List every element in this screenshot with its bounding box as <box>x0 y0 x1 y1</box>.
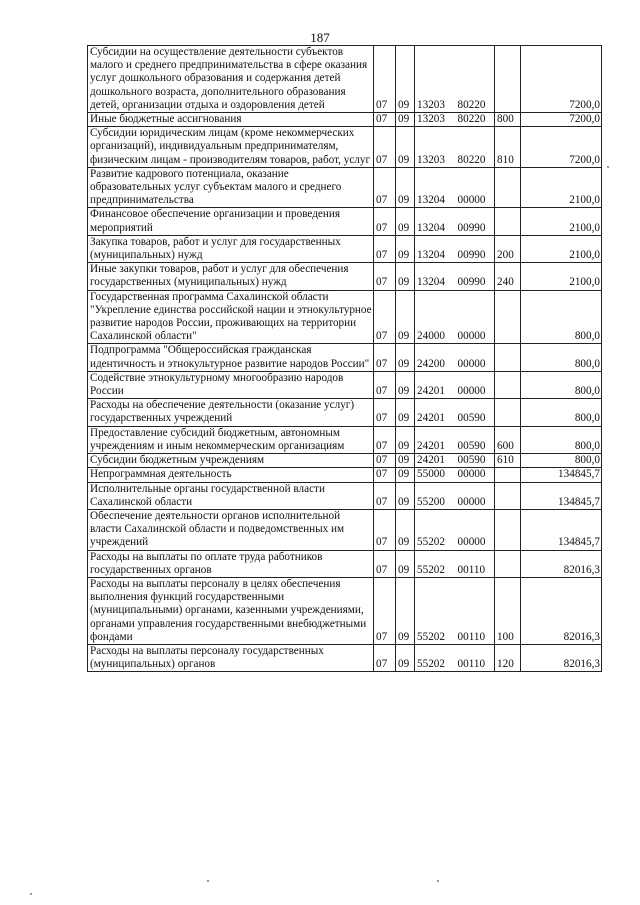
page-number: 187 <box>310 30 330 45</box>
row-section: 07 <box>374 426 396 453</box>
row-expense-type: 200 <box>495 235 521 262</box>
row-subsection: 09 <box>396 46 415 113</box>
row-target-article-program: 13204 <box>415 208 456 235</box>
row-target-article-program: 24201 <box>415 454 456 468</box>
row-amount: 134845,7 <box>521 468 602 482</box>
row-expense-type: 610 <box>495 454 521 468</box>
row-section: 07 <box>374 644 396 671</box>
row-subsection: 09 <box>396 167 415 208</box>
row-subsection: 09 <box>396 426 415 453</box>
row-name: Закупка товаров, работ и услуг для государственных (муниципальных) нужд <box>88 235 374 262</box>
row-amount: 2100,0 <box>521 167 602 208</box>
scan-artifact <box>607 166 609 168</box>
row-name: Развитие кадрового потенциала, оказание образовательных услуг субъектам малого и среднего предпринимательства <box>88 167 374 208</box>
row-target-article-program: 13203 <box>415 113 456 127</box>
row-section: 07 <box>374 127 396 168</box>
row-name: Расходы на обеспечение деятельности (оказание услуг) государственных учреждений <box>88 399 374 426</box>
row-section: 07 <box>374 468 396 482</box>
row-amount: 800,0 <box>521 371 602 398</box>
row-name: Расходы на выплаты по оплате труда работников государственных органов <box>88 550 374 577</box>
budget-table <box>87 45 602 672</box>
row-target-article-program: 55202 <box>415 644 456 671</box>
table-row <box>88 426 602 453</box>
row-name: Субсидии юридическим лицам (кроме некоммерческих организаций), индивидуальным предпринимателям, физическим лицам - производителям товаров, работ, услуг <box>88 127 374 168</box>
row-amount: 2100,0 <box>521 263 602 290</box>
row-subsection: 09 <box>396 127 415 168</box>
row-target-article-direction: 00000 <box>456 468 495 482</box>
row-target-article-direction: 00590 <box>456 454 495 468</box>
row-target-article-program: 55202 <box>415 509 456 550</box>
row-expense-type <box>495 468 521 482</box>
table-row <box>88 644 602 671</box>
row-amount: 134845,7 <box>521 509 602 550</box>
row-expense-type <box>495 399 521 426</box>
row-section: 07 <box>374 454 396 468</box>
row-section: 07 <box>374 263 396 290</box>
row-target-article-direction: 00000 <box>456 371 495 398</box>
row-amount: 7200,0 <box>521 127 602 168</box>
row-expense-type <box>495 290 521 344</box>
row-amount: 800,0 <box>521 399 602 426</box>
scan-artifact <box>30 893 32 895</box>
row-section: 07 <box>374 46 396 113</box>
row-target-article-program: 24201 <box>415 426 456 453</box>
row-name: Исполнительные органы государственной власти Сахалинской области <box>88 482 374 509</box>
row-subsection: 09 <box>396 235 415 262</box>
row-expense-type <box>495 344 521 371</box>
row-target-article-direction: 00990 <box>456 235 495 262</box>
row-target-article-direction: 00000 <box>456 509 495 550</box>
row-subsection: 09 <box>396 290 415 344</box>
row-expense-type <box>495 167 521 208</box>
row-target-article-direction: 00110 <box>456 644 495 671</box>
row-expense-type <box>495 46 521 113</box>
row-expense-type <box>495 482 521 509</box>
row-target-article-direction: 80220 <box>456 127 495 168</box>
row-amount: 800,0 <box>521 290 602 344</box>
row-section: 07 <box>374 550 396 577</box>
row-target-article-direction: 00000 <box>456 290 495 344</box>
row-target-article-direction: 00110 <box>456 577 495 644</box>
row-name: Предоставление субсидий бюджетным, автономным учреждениям и иным некоммерческим организациям <box>88 426 374 453</box>
row-section: 07 <box>374 509 396 550</box>
row-subsection: 09 <box>396 399 415 426</box>
row-expense-type <box>495 550 521 577</box>
row-target-article-program: 55200 <box>415 482 456 509</box>
row-expense-type <box>495 371 521 398</box>
row-amount: 82016,3 <box>521 644 602 671</box>
row-expense-type <box>495 208 521 235</box>
budget-table-body <box>88 46 602 672</box>
row-target-article-program: 13204 <box>415 263 456 290</box>
row-amount: 800,0 <box>521 344 602 371</box>
row-subsection: 09 <box>396 550 415 577</box>
row-name: Расходы на выплаты персоналу государственных (муниципальных) органов <box>88 644 374 671</box>
row-name: Содействие этнокультурному многообразию народов России <box>88 371 374 398</box>
table-row <box>88 46 602 113</box>
table-row <box>88 399 602 426</box>
row-amount: 134845,7 <box>521 482 602 509</box>
row-name: Непрограммная деятельность <box>88 468 374 482</box>
row-target-article-direction: 00990 <box>456 208 495 235</box>
row-subsection: 09 <box>396 454 415 468</box>
table-row <box>88 344 602 371</box>
row-name: Расходы на выплаты персоналу в целях обеспечения выполнения функций государственными (муниципальными) органами, казенными учреждениями, органами управления государственными внебюджетными фондами <box>88 577 374 644</box>
row-expense-type: 100 <box>495 577 521 644</box>
table-row <box>88 208 602 235</box>
row-name: Иные закупки товаров, работ и услуг для обеспечения государственных (муниципальных) нужд <box>88 263 374 290</box>
row-target-article-program: 55000 <box>415 468 456 482</box>
row-target-article-program: 55202 <box>415 550 456 577</box>
row-expense-type: 800 <box>495 113 521 127</box>
row-section: 07 <box>374 208 396 235</box>
table-row <box>88 235 602 262</box>
scan-artifact <box>437 880 439 882</box>
row-subsection: 09 <box>396 371 415 398</box>
table-row <box>88 290 602 344</box>
row-section: 07 <box>374 344 396 371</box>
row-section: 07 <box>374 235 396 262</box>
table-row <box>88 482 602 509</box>
row-target-article-direction: 00110 <box>456 550 495 577</box>
row-name: Субсидии на осуществление деятельности субъектов малого и среднего предпринимательства в сфере оказания услуг дошкольного образования и содержания детей дошкольного возраста, дополнительного образования детей, организации отдыха и оздоровления детей <box>88 46 374 113</box>
row-section: 07 <box>374 167 396 208</box>
row-name: Субсидии бюджетным учреждениям <box>88 454 374 468</box>
row-subsection: 09 <box>396 113 415 127</box>
row-expense-type <box>495 509 521 550</box>
row-target-article-program: 13203 <box>415 46 456 113</box>
scan-artifact <box>207 880 209 882</box>
row-name: Обеспечение деятельности органов исполнительной власти Сахалинской области и подведомственных им учреждений <box>88 509 374 550</box>
row-target-article-program: 24200 <box>415 344 456 371</box>
row-target-article-program: 24201 <box>415 399 456 426</box>
row-target-article-direction: 00000 <box>456 344 495 371</box>
row-amount: 800,0 <box>521 426 602 453</box>
row-expense-type: 240 <box>495 263 521 290</box>
row-amount: 7200,0 <box>521 46 602 113</box>
row-subsection: 09 <box>396 644 415 671</box>
row-amount: 2100,0 <box>521 208 602 235</box>
row-amount: 2100,0 <box>521 235 602 262</box>
row-target-article-program: 13204 <box>415 167 456 208</box>
row-name: Иные бюджетные ассигнования <box>88 113 374 127</box>
table-row <box>88 509 602 550</box>
table-row <box>88 127 602 168</box>
row-target-article-direction: 80220 <box>456 46 495 113</box>
row-subsection: 09 <box>396 208 415 235</box>
row-amount: 800,0 <box>521 454 602 468</box>
row-section: 07 <box>374 371 396 398</box>
row-section: 07 <box>374 577 396 644</box>
row-section: 07 <box>374 290 396 344</box>
row-expense-type: 120 <box>495 644 521 671</box>
row-name: Финансовое обеспечение организации и проведения мероприятий <box>88 208 374 235</box>
row-target-article-program: 13203 <box>415 127 456 168</box>
row-target-article-direction: 00000 <box>456 482 495 509</box>
row-target-article-program: 24201 <box>415 371 456 398</box>
row-name: Подпрограмма "Общероссийская гражданская идентичность и этнокультурное развитие народов России" <box>88 344 374 371</box>
row-expense-type: 600 <box>495 426 521 453</box>
row-subsection: 09 <box>396 482 415 509</box>
table-row <box>88 371 602 398</box>
row-amount: 82016,3 <box>521 550 602 577</box>
row-section: 07 <box>374 399 396 426</box>
row-target-article-program: 24000 <box>415 290 456 344</box>
table-row <box>88 550 602 577</box>
row-target-article-direction: 00000 <box>456 167 495 208</box>
table-row <box>88 577 602 644</box>
row-subsection: 09 <box>396 344 415 371</box>
row-target-article-direction: 00990 <box>456 263 495 290</box>
row-section: 07 <box>374 113 396 127</box>
table-row <box>88 167 602 208</box>
table-row <box>88 113 602 127</box>
row-target-article-program: 13204 <box>415 235 456 262</box>
table-row <box>88 263 602 290</box>
row-amount: 7200,0 <box>521 113 602 127</box>
row-amount: 82016,3 <box>521 577 602 644</box>
row-expense-type: 810 <box>495 127 521 168</box>
row-subsection: 09 <box>396 577 415 644</box>
row-subsection: 09 <box>396 263 415 290</box>
table-row <box>88 468 602 482</box>
table-row <box>88 454 602 468</box>
row-subsection: 09 <box>396 509 415 550</box>
row-target-article-program: 55202 <box>415 577 456 644</box>
row-target-article-direction: 00590 <box>456 399 495 426</box>
row-name: Государственная программа Сахалинской области "Укрепление единства российской нации и этнокультурное развитие народов России, проживающих на территории Сахалинской области" <box>88 290 374 344</box>
row-subsection: 09 <box>396 468 415 482</box>
row-target-article-direction: 00590 <box>456 426 495 453</box>
row-section: 07 <box>374 482 396 509</box>
row-target-article-direction: 80220 <box>456 113 495 127</box>
